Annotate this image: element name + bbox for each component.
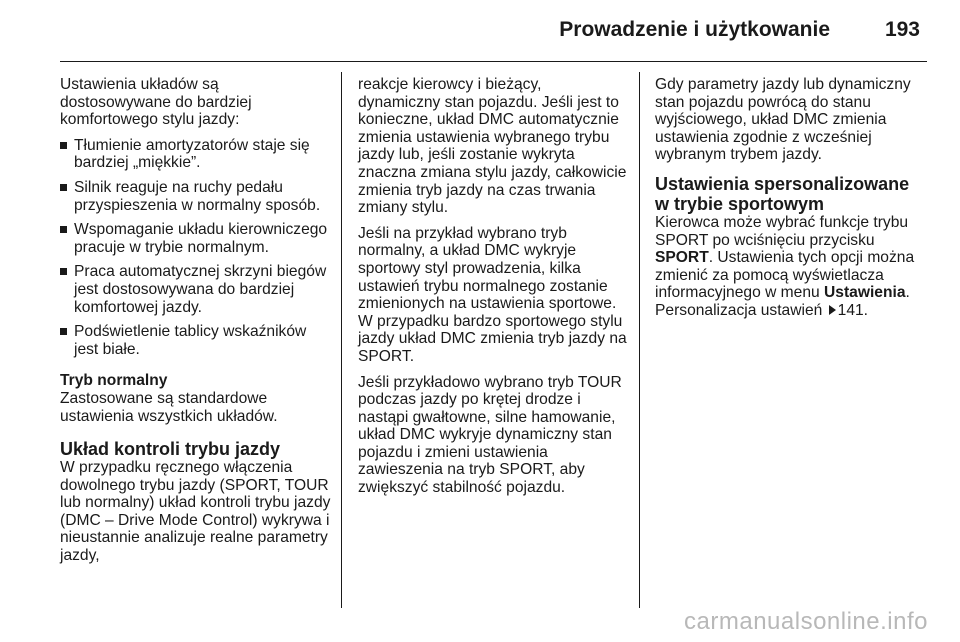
column-3	[655, 76, 927, 328]
paragraph-text: Personalizacja ustawień	[655, 301, 823, 319]
list-item	[60, 323, 332, 358]
square-bullet-icon	[60, 226, 67, 233]
list-item	[60, 137, 332, 172]
list-item	[60, 263, 332, 316]
dmc-continued-paragraph: reakcje kierowcy i bieżący, dynamiczny stan pojazdu. Jeśli jest to konieczne, układ DMC automatycznie zmienia ustawienia wybranego trybu jazdy lub, jeśli zostanie wykryta znaczna zmiana stylu jazdy, całkowicie zmienia tryb jazdy na czas trwania zmiany stylu.	[358, 76, 627, 217]
list-item	[60, 179, 332, 214]
sport-button-label: SPORT	[655, 249, 709, 267]
dmc-section-heading: Układ kontroli trybu jazdy	[60, 439, 281, 460]
page-title: Prowadzenie i użytkowanie	[559, 18, 830, 41]
list-item	[60, 221, 332, 256]
sport-personalization-paragraph	[655, 214, 927, 320]
paragraph-text: Kierowca może wybrać funkcje trybu SPORT po wciśnięciu przycisku	[655, 213, 909, 249]
paragraph-text: . Ustawienia tych opcji można zmienić za pomocą wyświetlacza informacyjnego w menu	[655, 249, 915, 302]
paragraph-text: .	[905, 284, 910, 302]
column-divider-1	[341, 72, 342, 608]
dmc-paragraph: W przypadku ręcznego włączenia dowolnego trybu jazdy (SPORT, TOUR lub normalny) układ kontroli trybu jazdy (DMC – Drive Mode Control) wykrywa i nieustannie analizuje realne parametry jazdy,	[60, 459, 331, 565]
list-item-text: Wspomaganie układu kierowniczego pracuje w trybie normalnym.	[74, 221, 328, 256]
square-bullet-icon	[60, 142, 67, 149]
return-to-mode-paragraph: Gdy parametry jazdy lub dynamiczny stan pojazdu powrócą do stanu wyjściowego, układ DMC zmienia ustawienia zgodnie z wcześniej wybranym trybem jazdy.	[655, 76, 911, 164]
list-item-text: Podświetlenie tablicy wskaźników jest białe.	[74, 323, 307, 358]
column-2	[358, 76, 628, 505]
square-bullet-icon	[60, 184, 67, 191]
watermark: carmanualsonline.info	[684, 608, 928, 635]
page-number: 193	[884, 18, 920, 41]
page-reference-link[interactable]: 141.	[837, 301, 868, 319]
list-item-text: Silnik reaguje na ruchy pedału przyspieszenia w normalny sposób.	[74, 178, 321, 214]
list-item-text: Praca automatycznej skrzyni biegów jest dostosowywana do bardziej komfortowej jazdy.	[74, 263, 327, 316]
header-divider	[60, 61, 927, 62]
triangle-arrow-icon	[829, 305, 836, 315]
intro-paragraph: Ustawienia układów są dostosowywane do bardziej komfortowego stylu jazdy:	[60, 76, 252, 129]
list-item-text: Tłumienie amortyzatorów staje się bardziej „miękkie”.	[74, 136, 310, 172]
square-bullet-icon	[60, 268, 67, 275]
settings-bullet-list	[60, 137, 332, 359]
normal-mode-heading: Tryb normalny	[60, 372, 168, 390]
column-1	[60, 76, 332, 573]
settings-menu-label: Ustawienia	[824, 284, 906, 302]
sport-personalization-heading: Ustawienia spersonalizowane w trybie sportowym	[655, 173, 910, 214]
tour-mode-example-paragraph: Jeśli przykładowo wybrano tryb TOUR podczas jazdy po krętej drodze i nastąpi gwałtowne, silne hamowanie, układ DMC wykryje dynamiczny stan pojazdu i zmieni ustawienia zawieszenia na tryb SPORT, aby zwiększyć stabilność pojazdu.	[358, 373, 622, 497]
column-divider-2	[639, 72, 640, 608]
normal-mode-paragraph: Zastosowane są standardowe ustawienia wszystkich układów.	[60, 389, 278, 425]
normal-mode-example-paragraph: Jeśli na przykład wybrano tryb normalny, a układ DMC wykryje sportowy styl prowadzenia, kilka ustawień trybu normalnego zostanie zmienionych na ustawienia sportowe. W przypadku bardzo sportowego stylu jazdy układ DMC zmienia tryb jazdy na SPORT.	[358, 224, 627, 365]
square-bullet-icon	[60, 328, 67, 335]
page-header	[0, 0, 960, 64]
